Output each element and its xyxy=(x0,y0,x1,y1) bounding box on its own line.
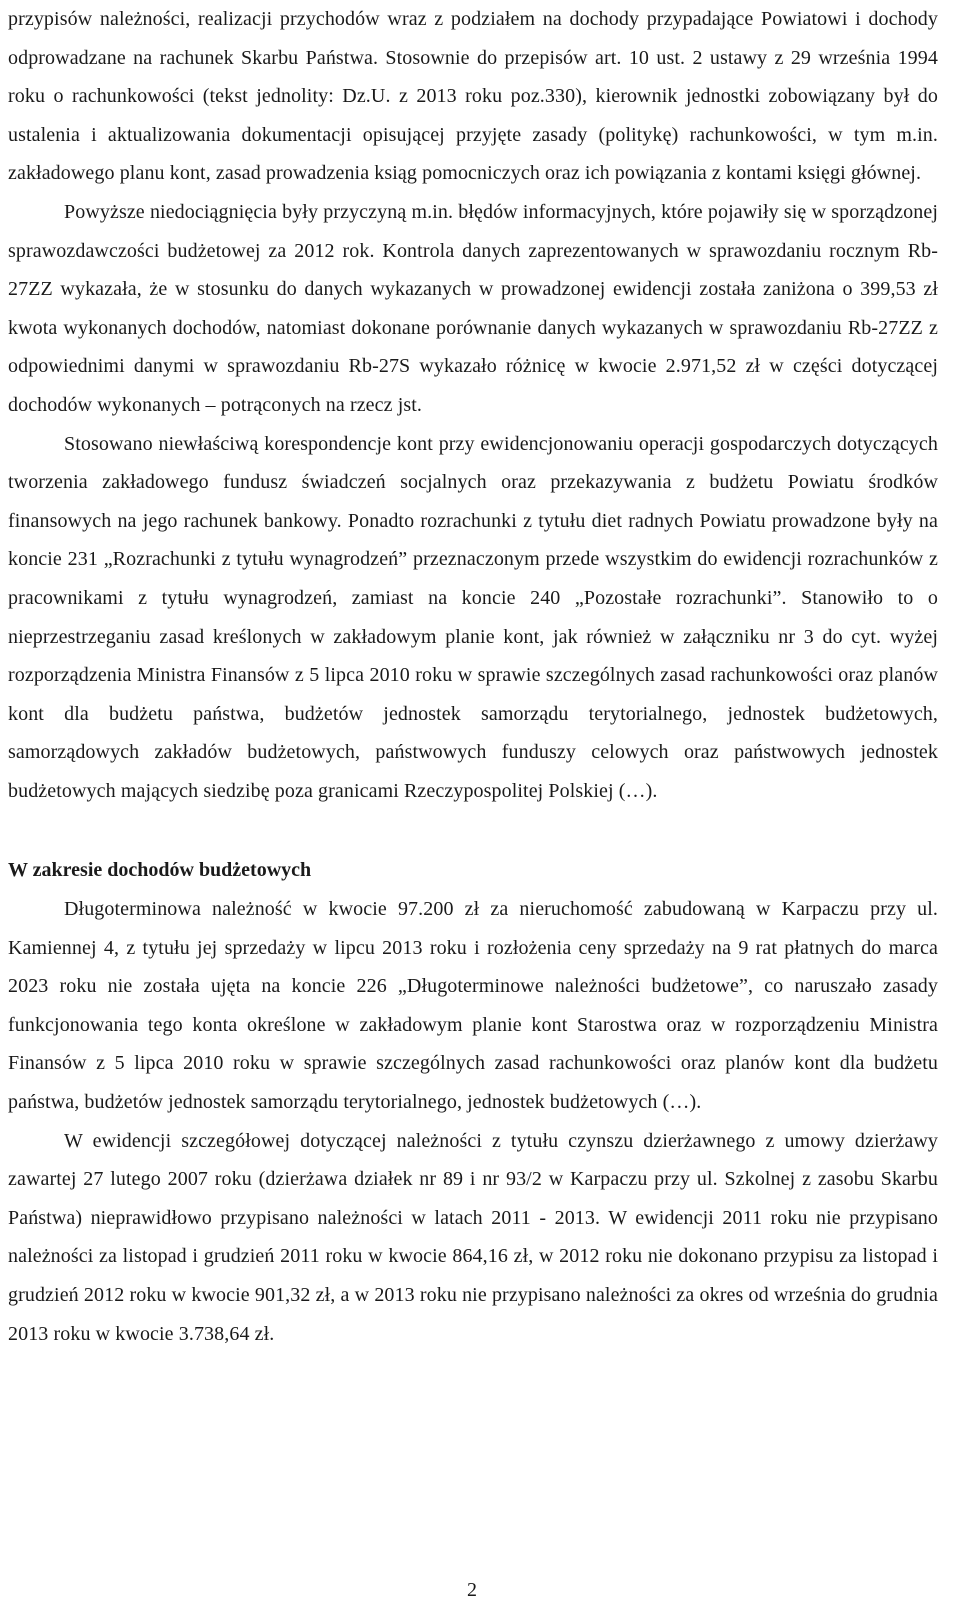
paragraph-lease-receivables: W ewidencji szczegółowej dotyczącej należności z tytułu czynszu dzierżawnego z umowy dzierżawy zawartej 27 lutego 2007 roku (dzierżawa działek nr 89 i nr 93/2 w Karpaczu przy ul. Szkolnej z zasobu Skarbu Państwa) nieprawidłowo przypisano należności w latach 2011 - 2013. W ewidencji 2011 roku nie przypisano należności za listopad i grudzień 2011 roku w kwocie 864,16 zł, w 2012 roku nie dokonano przypisu za listopad i grudzień 2012 roku w kwocie 901,32 zł, a w 2013 roku nie przypisano należności za okres od września do grudnia 2013 roku w kwocie 3.738,64 zł. xyxy=(8,1129,938,1345)
paragraph-reporting-errors: Powyższe niedociągnięcia były przyczyną m.in. błędów informacyjnych, które pojawiły się w sporządzonej sprawozdawczości budżetowej za 2012 rok. Kontrola danych zaprezentowanych w sprawozdaniu rocznym Rb-27ZZ wykazała, że w stosunku do danych wykazanych w prowadzonej ewidencji została zaniżona o 399,53 zł kwota wykonanych dochodów, natomiast dokonane porównanie danych wykazanych w sprawozdaniu Rb-27ZZ z odpowiednimi danymi w sprawozdaniu Rb-27S wykazało różnicę w kwocie 2.971,52 zł w części dotyczącej dochodów wykonanych – potrąconych na rzecz jst. xyxy=(8,200,938,416)
section-heading: W zakresie dochodów budżetowych xyxy=(8,859,312,882)
paragraph-long-term-receivable: Długoterminowa należność w kwocie 97.200 zł za nieruchomość zabudowaną w Karpaczu przy ul. Kamiennej 4, z tytułu jej sprzedaży w lipcu 2013 roku i rozłożenia ceny sprzedaży na 9 rat płatnych do marca 2023 roku nie została ujęta na koncie 226 „Długoterminowe należności budżetowe”, co naruszało zasady funkcjonowania tego konta określone w zakładowym planie kont Starostwa oraz w rozporządzeniu Ministra Finansów z 5 lipca 2010 roku w sprawie szczególnych zasad rachunkowości oraz planów kont dla budżetu państwa, budżetów jednostek samorządu terytorialnego, jednostek budżetowych (…). xyxy=(8,898,938,1114)
document-page xyxy=(8,0,938,1353)
paragraph-account-correspondence: Stosowano niewłaściwą korespondencje kont przy ewidencjonowaniu operacji gospodarczych dotyczących tworzenia zakładowego fundusz świadczeń socjalnych oraz przekazywania z budżetu Powiatu środków finansowych na jego rachunek bankowy. Ponadto rozrachunki z tytułu diet radnych Powiatu prowadzone były na koncie 231 „Rozrachunki z tytułu wynagrodzeń” przeznaczonym przede wszystkim do ewidencji rozrachunków z pracownikami z tytułu wynagrodzeń, zamiast na koncie 240 „Pozostałe rozrachunki”. Stanowiło to o nieprzestrzeganiu zasad kreślonych w zakładowym planie kont, jak również w załączniku nr 3 do cyt. wyżej rozporządzenia Ministra Finansów z 5 lipca 2010 roku w sprawie szczególnych zasad rachunkowości oraz planów kont dla budżetu państwa, budżetów jednostek samorządu terytorialnego, jednostek budżetowych, samorządowych zakładów budżetowych, państwowych funduszy celowych oraz państwowych jednostek budżetowych mających siedzibę poza granicami Rzeczypospolitej Polskiej (…). xyxy=(8,432,938,802)
page-number: 2 xyxy=(467,1579,477,1601)
paragraph-accounting-policy: przypisów należności, realizacji przychodów wraz z podziałem na dochody przypadające Powiatowi i dochody odprowadzane na rachunek Skarbu Państwa. Stosownie do przepisów art. 10 ust. 2 ustawy z 29 września 1994 roku o rachunkowości (tekst jednolity: Dz.U. z 2013 roku poz.330), kierownik jednostki zobowiązany był do ustalenia i aktualizowania dokumentacji opisującej przyjęte zasady (politykę) rachunkowości, w tym m.in. zakładowego planu kont, zasad prowadzenia ksiąg pomocniczych oraz ich powiązania z kontami księgi głównej. xyxy=(8,8,938,185)
